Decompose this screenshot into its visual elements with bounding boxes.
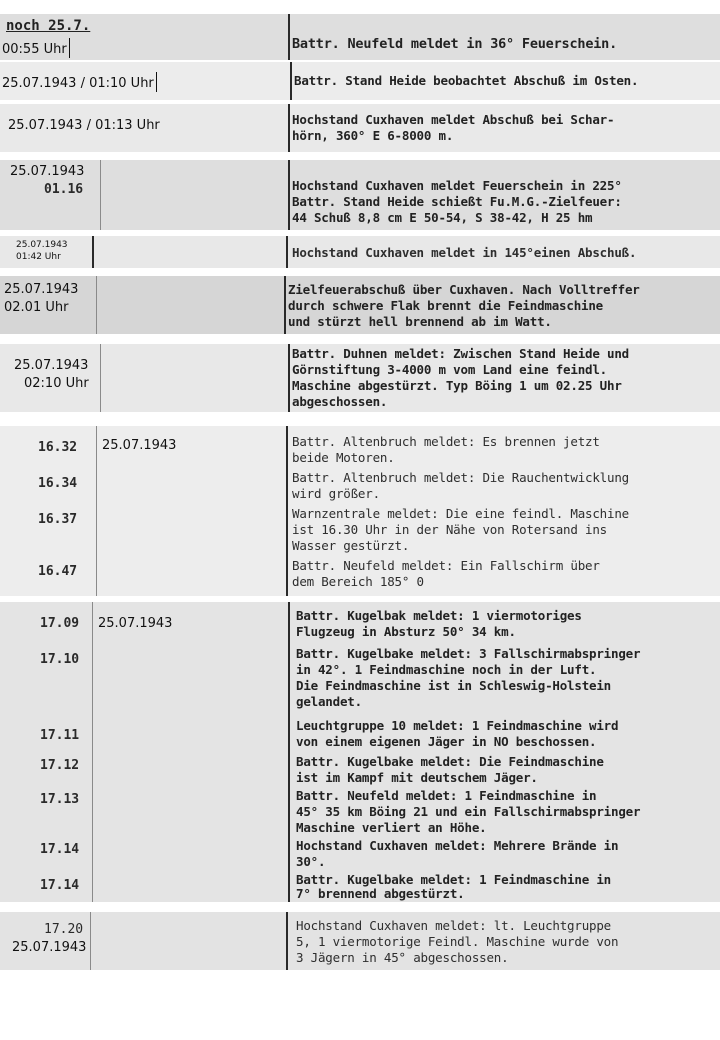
column-divider	[290, 62, 292, 100]
column-divider	[92, 602, 93, 902]
stamp-date: 25.07.1943	[102, 438, 177, 453]
stamp-date: 25.07.1943	[12, 940, 87, 955]
entry-time: 16.34	[38, 476, 78, 491]
entry-line: durch schwere Flak brennt die Feindmaschine	[288, 298, 604, 313]
entry-time: 17.13	[40, 792, 80, 807]
entry-line: hörn, 360° E 6-8000 m.	[292, 128, 454, 143]
entry-time: 17.11	[40, 728, 80, 743]
entry-line: Battr. Kugelbake meldet: Die Feindmaschine	[296, 754, 604, 769]
stamp-time: 00:55 Uhr	[2, 38, 70, 58]
entry-line: abgeschossen.	[292, 394, 388, 409]
column-divider	[100, 344, 101, 412]
entry-line: 3 Jägern in 45° abgeschossen.	[296, 950, 509, 965]
log-strip-6	[0, 276, 720, 334]
entry-time: 17.10	[40, 652, 80, 667]
entry-line: 7° brennend abgestürzt.	[296, 886, 465, 901]
stamp-date: 25.07.1943	[10, 164, 85, 179]
entry-time: 17.14	[40, 878, 80, 893]
entry-line: Battr. Stand Heide beobachtet Abschuß im Osten.	[294, 73, 639, 88]
entry-line: Flugzeug in Absturz 50° 34 km.	[296, 624, 516, 639]
log-strip-7	[0, 344, 720, 412]
stamp-time: 02.01 Uhr	[4, 300, 69, 315]
entry-line: Warnzentrale meldet: Die eine feindl. Maschine	[292, 506, 629, 521]
typed-time: 17.20	[44, 922, 84, 937]
stamp-date: 25.07.1943	[4, 282, 79, 297]
entry-time: 16.47	[38, 564, 78, 579]
entry-line: Hochstand Cuxhaven meldet: Mehrere Brände in	[296, 838, 619, 853]
column-divider	[288, 14, 290, 60]
log-strip-1	[0, 14, 720, 60]
entry-line: Maschine abgestürzt. Typ Böing 1 um 02.25 Uhr	[292, 378, 622, 393]
entry-line: Görnstiftung 3-4000 m vom Land eine feindl.	[292, 362, 608, 377]
entry-line: ist 16.30 Uhr in der Nähe von Rotersand ins	[292, 522, 608, 537]
log-strip-10	[0, 912, 720, 970]
entry-line: 30°.	[296, 854, 326, 869]
entry-line: wird größer.	[292, 486, 380, 501]
stamp-time: 01:42 Uhr	[16, 252, 61, 262]
entry-line: Battr. Neufeld meldet: Ein Fallschirm über	[292, 558, 600, 573]
typed-time: 01.16	[44, 182, 84, 197]
column-divider	[288, 344, 290, 412]
column-divider	[288, 602, 290, 902]
entry-line: Maschine verliert an Höhe.	[296, 820, 487, 835]
entry-line: dem Bereich 185° 0	[292, 574, 424, 589]
entry-line: 45° 35 km Böing 21 und ein Fallschirmabspringer	[296, 804, 641, 819]
entry-time: 17.12	[40, 758, 80, 773]
entry-line: Hochstand Cuxhaven meldet Feuerschein in 225°	[292, 178, 622, 193]
entry-line: Battr. Kugelbake meldet: 1 Feindmaschine in	[296, 872, 612, 887]
column-divider	[96, 276, 97, 334]
entry-line: Hochstand Cuxhaven meldet in 145°einen Abschuß.	[292, 245, 637, 260]
entry-line: Hochstand Cuxhaven meldet Abschuß bei Schar-	[292, 112, 615, 127]
entry-line: gelandet.	[296, 694, 362, 709]
entry-line: Battr. Neufeld meldet in 36° Feuerschein.	[292, 36, 618, 52]
stamp-date: 25.07.1943	[14, 358, 89, 373]
entry-line: Wasser gestürzt.	[292, 538, 410, 553]
log-strip-3	[0, 104, 720, 152]
entry-line: von einem eigenen Jäger in NO beschossen.	[296, 734, 597, 749]
entry-line: Battr. Stand Heide schießt Fu.M.G.-Zielfeuer:	[292, 194, 622, 209]
column-divider	[288, 160, 290, 230]
entry-line: Battr. Duhnen meldet: Zwischen Stand Heide und	[292, 346, 629, 361]
entry-time: 16.32	[38, 440, 78, 455]
stamp-date: 25.07.1943	[16, 240, 68, 250]
log-strip-2	[0, 62, 720, 100]
stamp-time: 02:10 Uhr	[24, 376, 89, 391]
entry-line: Battr. Kugelbak meldet: 1 viermotoriges	[296, 608, 582, 623]
stamp-datetime: 25.07.1943 / 01:13 Uhr	[8, 118, 160, 133]
column-divider	[286, 236, 288, 268]
entry-line: ist im Kampf mit deutschem Jäger.	[296, 770, 538, 785]
log-strip-5	[0, 236, 720, 268]
entry-line: Battr. Altenbruch meldet: Die Rauchentwicklung	[292, 470, 629, 485]
entry-line: in 42°. 1 Feindmaschine noch in der Luft.	[296, 662, 597, 677]
log-strip-4	[0, 160, 720, 230]
entry-time: 16.37	[38, 512, 78, 527]
column-divider	[286, 426, 288, 596]
column-divider	[286, 912, 288, 970]
column-divider	[288, 104, 290, 152]
entry-line: Battr. Altenbruch meldet: Es brennen jetzt	[292, 434, 600, 449]
entry-line: 44 Schuß 8,8 cm E 50-54, S 38-42, H 25 hm	[292, 210, 593, 225]
column-divider	[100, 160, 101, 230]
column-divider	[90, 912, 91, 970]
entry-line: 5, 1 viermotorige Feindl. Maschine wurde von	[296, 934, 619, 949]
entry-line: Hochstand Cuxhaven meldet: lt. Leuchtgruppe	[296, 918, 612, 933]
entry-line: Battr. Neufeld meldet: 1 Feindmaschine in	[296, 788, 597, 803]
entry-line: Leuchtgruppe 10 meldet: 1 Feindmaschine wird	[296, 718, 619, 733]
stamp-date: 25.07.1943	[98, 616, 173, 631]
entry-time: 17.14	[40, 842, 80, 857]
entry-line: beide Motoren.	[292, 450, 395, 465]
column-divider	[96, 426, 97, 596]
header-noch: noch 25.7.	[6, 18, 91, 34]
stamp-datetime: 25.07.1943 / 01:10 Uhr	[2, 72, 157, 92]
entry-line: Zielfeuerabschuß über Cuxhaven. Nach Volltreffer	[288, 282, 640, 297]
entry-line: Battr. Kugelbake meldet: 3 Fallschirmabspringer	[296, 646, 641, 661]
entry-line: Die Feindmaschine ist in Schleswig-Holstein	[296, 678, 612, 693]
column-divider	[92, 236, 94, 268]
log-strip-8	[0, 426, 720, 596]
entry-line: und stürzt hell brennend ab im Watt.	[288, 314, 552, 329]
log-strip-9	[0, 602, 720, 902]
entry-time: 17.09	[40, 616, 80, 631]
column-divider	[284, 276, 286, 334]
